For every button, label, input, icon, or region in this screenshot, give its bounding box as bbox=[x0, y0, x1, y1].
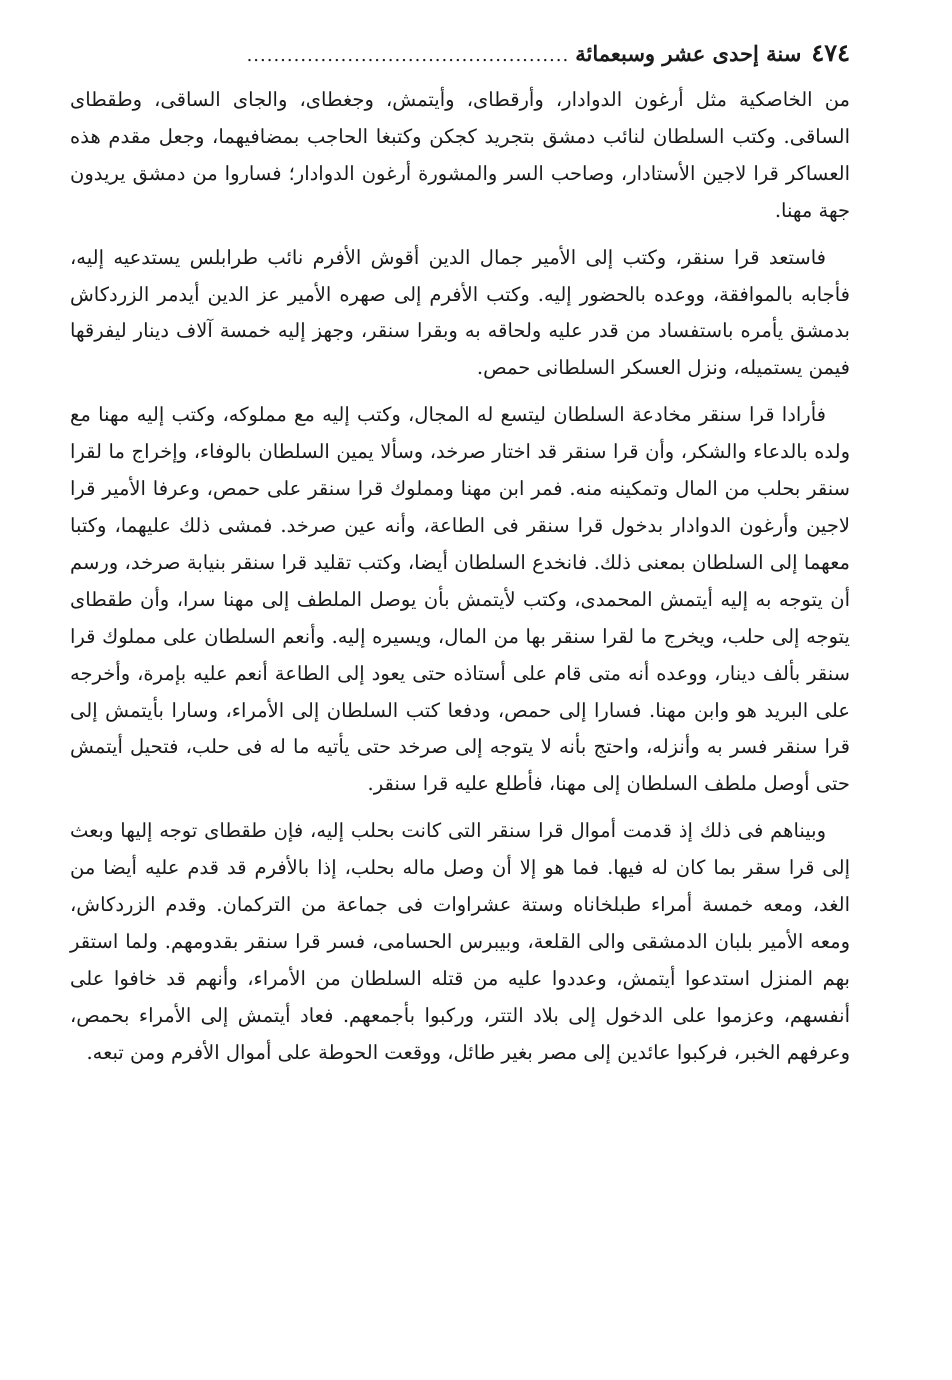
page-number: ٤٧٤ bbox=[811, 38, 850, 67]
chapter-title: سنة إحدى عشر وسبعمائة bbox=[575, 41, 802, 66]
paragraph: فأرادا قرا سنقر مخادعة السلطان ليتسع له المجال، وكتب إليه مع مملوكه، وكتب إليه مهنا مع ولده بالدعاء والشكر، وأن قرا سنقر قد اختار صرخد، وسألا يمين السلطان بالوفاء، وإخراج ما لقرا سنقر بحلب من المال وتمكينه منه. فمر ابن مهنا ومملوك قرا سنقر على حمص، وعرفا الأمير قرا لاجين وأرغون الدوادار بدخول قرا سنقر فى الطاعة، وأنه عين صرخد. فمشى ذلك عليهما، وكتبا معهما إلى السلطان بمعنى ذلك. فانخدع السلطان أيضا، وكتب تقليد قرا سنقر بنيابة صرخد، ورسم أن يتوجه به إليه أيتمش المحمدى، وكتب لأيتمش بأن يوصل الملطف إلى مهنا سرا، وأن طقطاى يتوجه إلى حلب، ويخرج ما لقرا سنقر بها من المال، ويسيره إليه. وأنعم السلطان على مملوك قرا سنقر بألف دينار، ووعده أنه متى قام على أستاذه حتى يعود إلى الطاعة أنعم عليه بإمرة، وأخرجه على البريد هو وابن مهنا. فسارا إلى حمص، ودفعا كتب السلطان إلى الأمراء، وسارا بأيتمش إلى قرا سنقر فسر به وأنزله، واحتج بأنه لا يتوجه إلى صرخد حتى يأتيه ما له فى حلب، فتحيل أيتمش حتى أوصل ملطف السلطان إلى مهنا، فأطلع عليه قرا سنقر. bbox=[70, 403, 850, 796]
paragraph: وبيناهم فى ذلك إذ قدمت أموال قرا سنقر التى كانت بحلب إليه، فإن طقطاى توجه إليها وبعث إلى قرا سقر بما كان له فيها. فما هو إلا أن وصل ماله بحلب، إذا بالأفرم قد قدم عليه أيضا من الغد، ومعه خمسة أمراء طبلخاناه وستة عشراوات فى جماعة من التركمان. وقدم الزردكاش، ومعه الأمير بلبان الدمشقى والى القلعة، وبيبرس الحسامى، فسر قرا سنقر بقدومهم. ولما استقر بهم المنزل استدعوا أيتمش، وعددوا عليه من قتله السلطان من الأمراء، وأنهم قد خافوا على أنفسهم، وعزموا على الدخول إلى بلاد التتر، وركبوا بأجمعهم. فعاد أيتمش إلى الأمراء بحمص، وعرفهم الخبر، فركبوا عائدين إلى مصر بغير طائل، ووقعت الحوطة على أموال الأفرم ومن تبعه. bbox=[70, 819, 850, 1064]
paragraph: فاستعد قرا سنقر، وكتب إلى الأمير جمال الدين أقوش الأفرم نائب طرابلس يستدعيه إليه، فأجابه بالموافقة، ووعده بالحضور إليه. وكتب الأفرم إلى صهره الأمير عز الدين أيدمر الزردكاش بدمشق يأمره باستفساد من قدر عليه ولحاقه به وبقرا سنقر، وجهز إليه خمسة آلاف دينار ليفرقها فيمن يستميله، ونزل العسكر السلطانى حمص. bbox=[70, 245, 850, 380]
running-head bbox=[70, 28, 850, 78]
book-page bbox=[70, 28, 850, 1348]
paragraph: من الخاصكية مثل أرغون الدوادار، وأرقطاى، وأيتمش، وجغطاى، والجاى الساقى، وطقطاى الساقى. وكتب السلطان لنائب دمشق بتجريد كجكن وكتبغا الحاجب بمضافيهما، وجعل مقدم هذه العساكر قرا لاجين الأستادار، وصاحب السر والمشورة أرغون الدوادار؛ فساروا من دمشق يريدون جهة مهنا. bbox=[70, 88, 850, 222]
body-text bbox=[70, 82, 850, 1072]
leader-dots: ................................................ bbox=[246, 45, 570, 66]
